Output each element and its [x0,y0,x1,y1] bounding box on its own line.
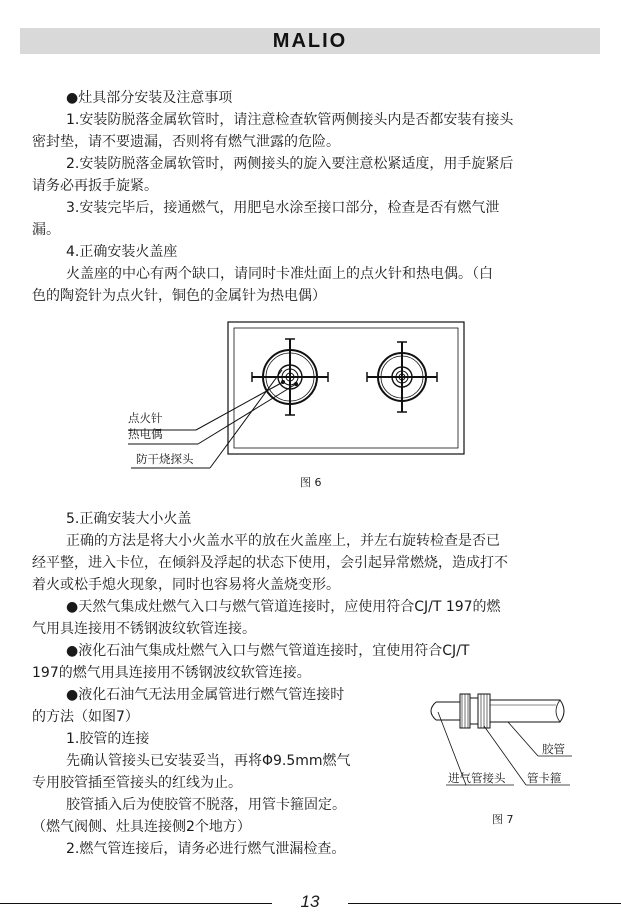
figure-6-caption: 图 6 [300,476,322,489]
paragraph-line: 火盖座的中心有两个缺口，请同时卡准灶面上的点火针和热电偶。（白 [66,266,493,282]
heading-stove-install: ●灶具部分安装及注意事项 [66,90,233,106]
label-hose-clamp: 管卡箍 [527,771,562,785]
paragraph-line: 气用具连接用不锈钢波纹软管连接。 [32,621,256,637]
paragraph-line: 请务必再扳手旋紧。 [32,178,158,194]
paragraph-line: 胶管插入后为使胶管不脱落，用管卡箍固定。 [66,797,346,813]
figure-7-caption: 图 7 [492,813,514,826]
paragraph-line: 3.安装完毕后，接通燃气，用肥皂水涂至接口部分，检查是否有燃气泄 [66,200,500,216]
paragraph-line: ●液化石油气无法用金属管进行燃气管连接时 [66,687,345,703]
paragraph-line: 先确认管接头已安装妥当，再将Φ9.5mm燃气 [66,753,351,769]
footer-rule-left [0,903,272,904]
paragraph-line: 2.安装防脱落金属软管时，两侧接头的旋入要注意松紧适度，用手旋紧后 [66,156,514,172]
paragraph-line: 密封垫，请不要遗漏，否则将有燃气泄露的危险。 [32,134,340,150]
paragraph-line: 着火或松手熄火现象，同时也容易将火盖烧变形。 [32,577,340,593]
label-anti-dry-probe: 防干烧探头 [136,452,194,466]
heading-burner-base: 4.正确安装火盖座 [66,244,178,260]
footer-rule-right [348,903,621,904]
paragraph-line: 色的陶瓷针为点火针，铜色的金属针为热电偶） [32,288,326,304]
heading-burner-caps: 5.正确安装大小火盖 [66,511,192,527]
brand-logo: MALIO [272,30,348,52]
paragraph-line: ●液化石油气集成灶燃气入口与燃气管道连接时，宜使用符合CJ/T [66,643,470,659]
paragraph-line: 专用胶管插至管接头的红线为止。 [32,775,242,791]
paragraph-line: ●天然气集成灶燃气入口与燃气管道连接时，应使用符合CJ/T 197的燃 [66,599,501,615]
paragraph-line: （燃气阀侧、灶具连接侧2个地方） [32,819,251,835]
label-igniter: 点火针 [128,411,163,425]
paragraph-line: 1.安装防脱落金属软管时，请注意检查软管两侧接头内是否都安装有接头 [66,112,514,128]
paragraph-line: 197的燃气用具连接用不锈钢波纹软管连接。 [32,665,311,681]
heading-hose-connection: 1.胶管的连接 [66,731,150,747]
paragraph-line: 经平整，进入卡位，在倾斜及浮起的状态下使用，会引起异常燃烧，造成打不 [32,555,508,571]
label-rubber-hose: 胶管 [542,742,565,756]
label-thermocouple: 热电偶 [128,427,163,441]
paragraph-line: 的方法（如图7） [32,709,139,725]
page-number: 13 [300,892,320,911]
label-inlet-fitting: 进气管接头 [448,771,506,785]
paragraph-line: 正确的方法是将大小火盖水平的放在火盖座上，并左右旋转检查是否已 [66,533,500,549]
paragraph-line: 2.燃气管连接后，请务必进行燃气泄漏检查。 [66,841,346,857]
paragraph-line: 漏。 [32,222,60,238]
